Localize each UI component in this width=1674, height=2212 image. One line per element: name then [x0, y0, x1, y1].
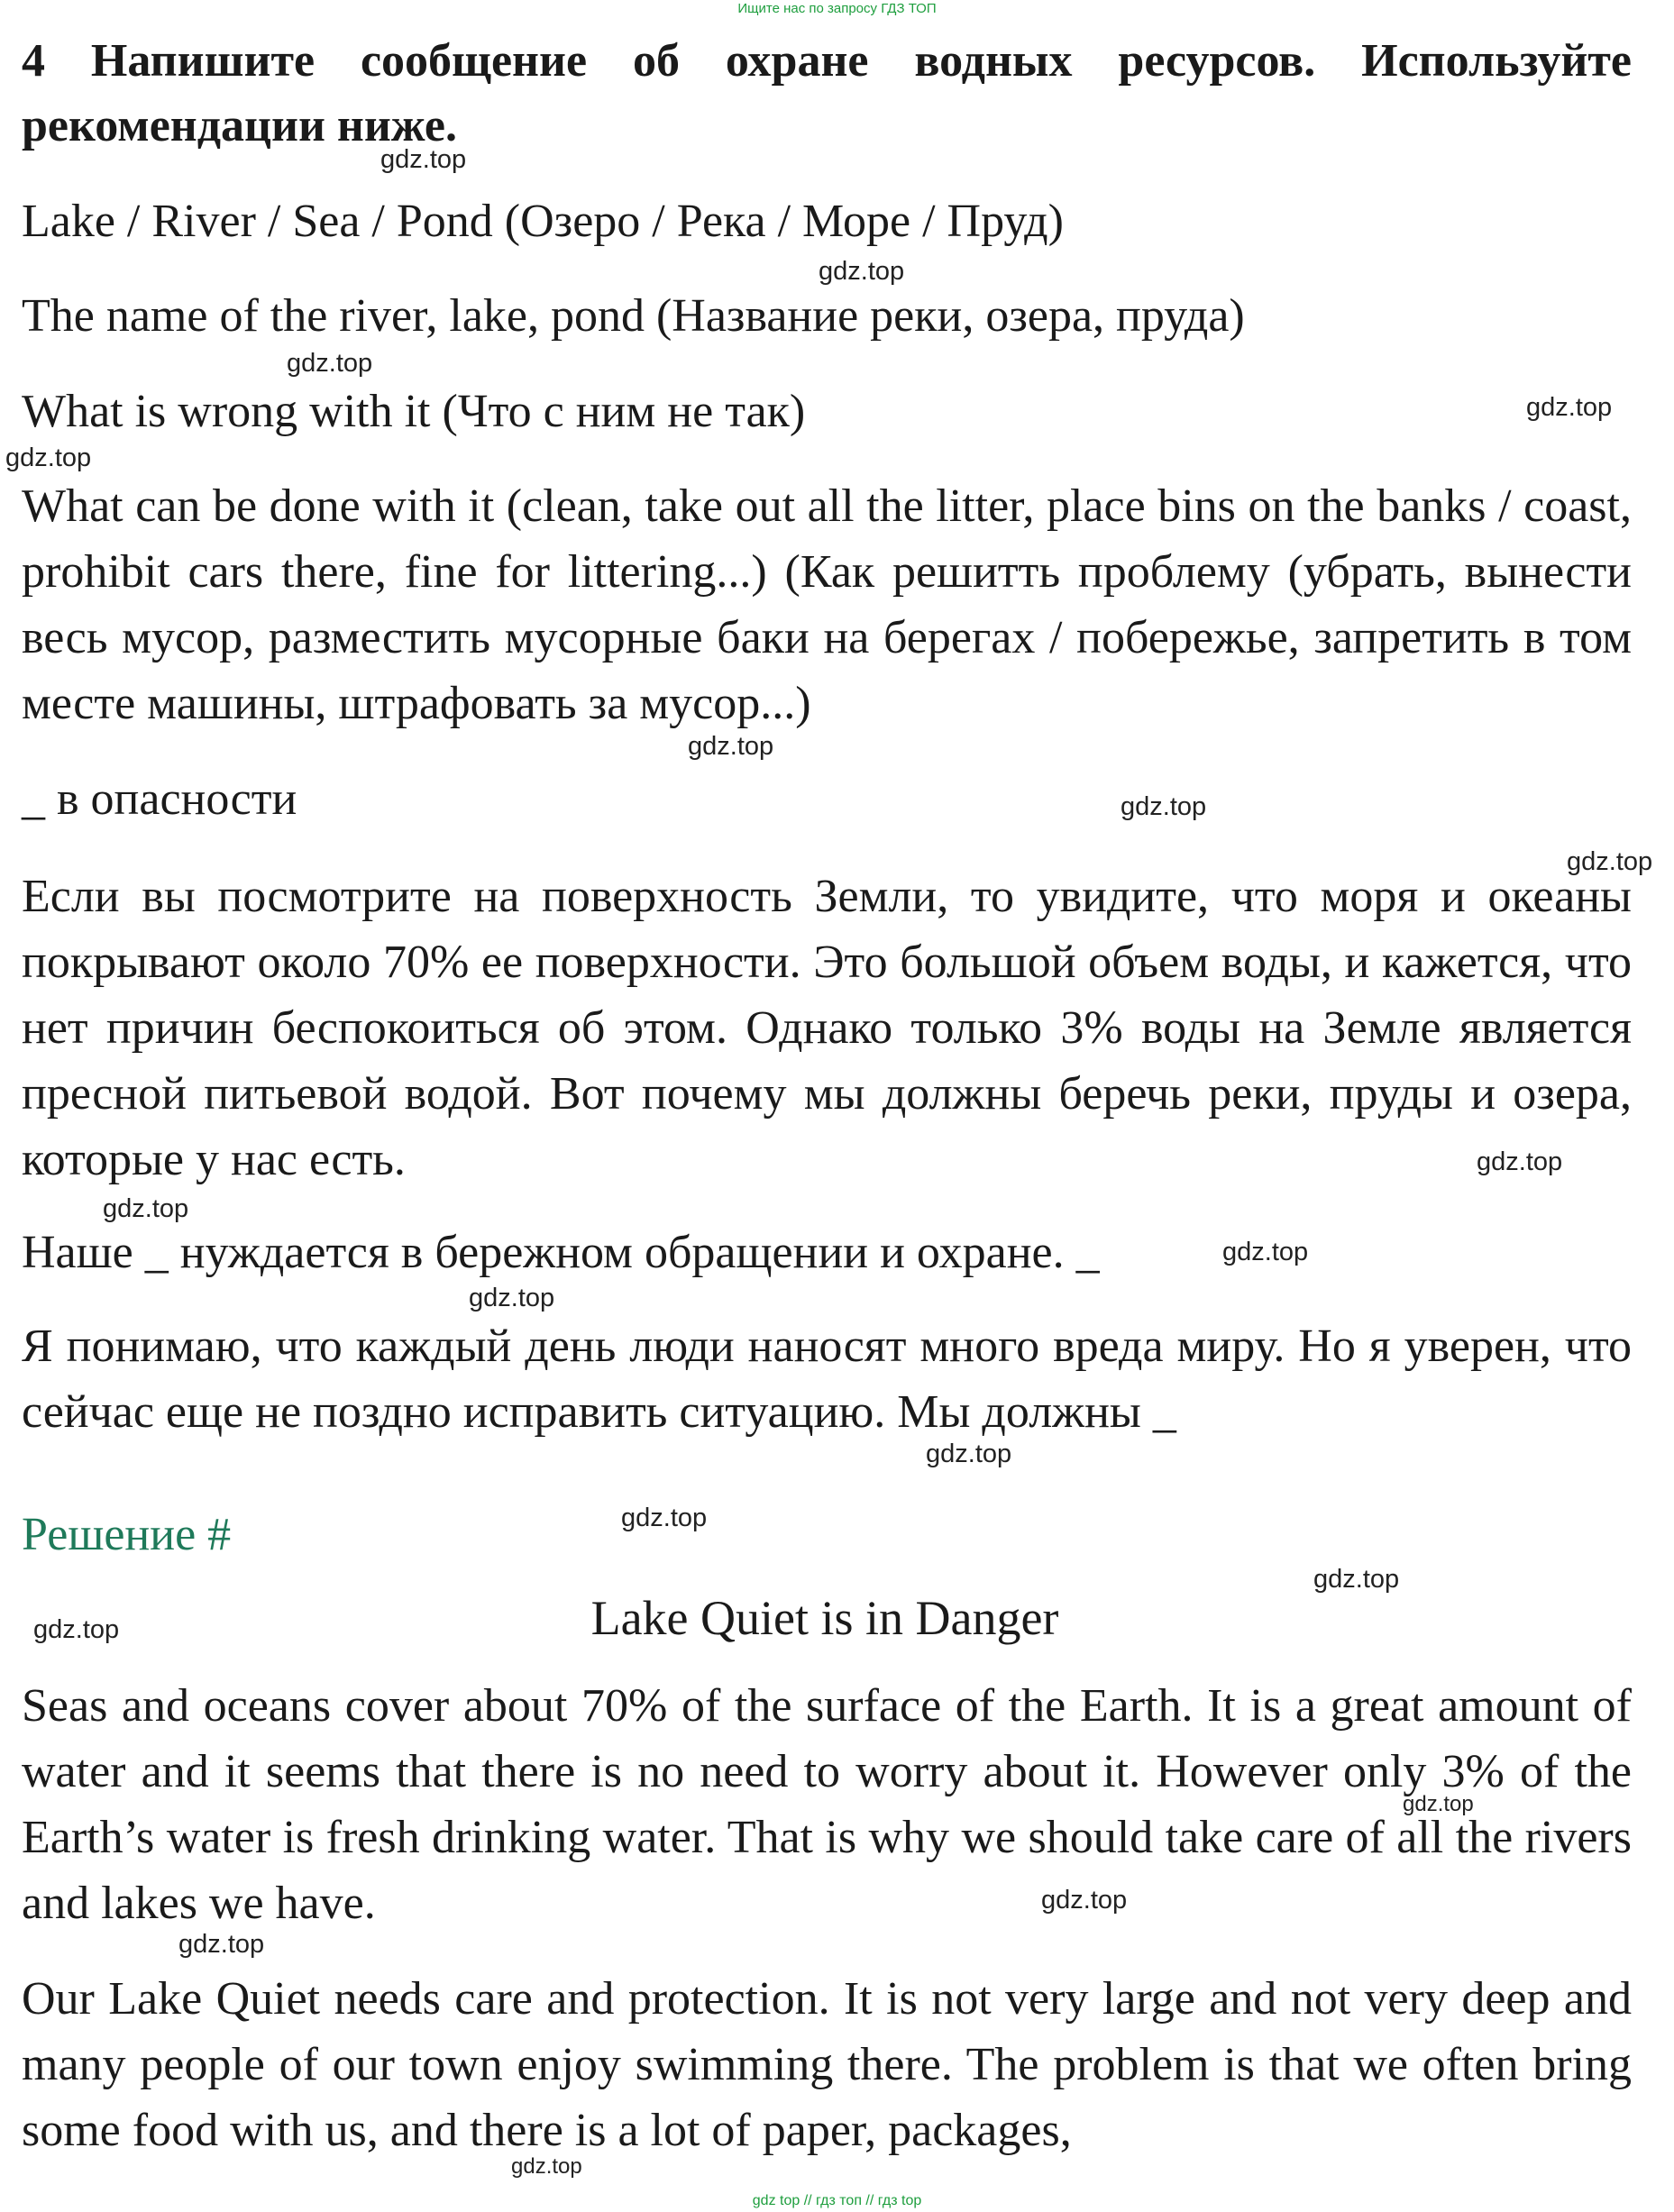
hint-line-name: The name of the river, lake, pond (Название реки, озера, пруда) [22, 290, 1245, 342]
watermark: gdz.top [926, 1440, 1012, 1468]
top-banner: Ищите нас по запросу ГДЗ ТОП [737, 1, 937, 16]
watermark: gdz.top [1526, 393, 1613, 422]
watermark: gdz.top [1403, 1792, 1474, 1816]
watermark: gdz.top [178, 1930, 265, 1959]
watermark: gdz.top [1313, 1565, 1400, 1594]
watermark: gdz.top [819, 257, 905, 286]
task-heading: 4 Напишите сообщение об охране водных ресурсов. Используйте рекомендации ниже. [22, 35, 1632, 151]
watermark: gdz.top [1121, 792, 1207, 821]
bottom-banner: gdz top // гдз топ // гдз top [752, 2193, 922, 2208]
template-paragraph-1: Если вы посмотрите на поверхность Земли, то увидите, что моря и океаны покрывают около 70% ее поверхности. Это большой объем воды, и кажется, что нет причин беспокоиться об этом. Однако только 3% воды на Земле является пресной питьевой водой. Вот почему мы должны беречь реки, пруды и озера, которые у нас есть. [22, 871, 1632, 1185]
watermark: gdz.top [380, 145, 467, 174]
watermark: gdz.top [287, 349, 373, 378]
watermark: gdz.top [1222, 1238, 1309, 1266]
hint-line-solutions: What can be done with it (clean, take out all the litter, place bins on the banks / coast, prohibit cars there, fine for littering...) (Как решитть проблему (убрать, вынести весь мусор, разместить мусорные баки на берегах / побережье, запретить в том месте машины, штрафовать за мусор...) [22, 480, 1632, 729]
watermark: gdz.top [1477, 1147, 1563, 1176]
watermark: gdz.top [5, 443, 92, 472]
watermark: gdz.top [1041, 1886, 1128, 1915]
hint-line-problem: What is wrong with it (Что с ним не так) [22, 386, 806, 437]
watermark: gdz.top [688, 732, 774, 761]
watermark: gdz.top [103, 1194, 189, 1223]
essay-title: Lake Quiet is in Danger [590, 1591, 1059, 1645]
hint-line-water-body: Lake / River / Sea / Pond (Озеро / Река / Море / Пруд) [22, 196, 1064, 247]
watermark: gdz.top [1567, 847, 1653, 876]
watermark: gdz.top [33, 1615, 120, 1644]
template-paragraph-2: Наше _ нуждается в бережном обращении и охране. _ [22, 1227, 1100, 1278]
watermark: gdz.top [621, 1504, 708, 1532]
essay-paragraph-2: Our Lake Quiet needs care and protection. It is not very large and not very deep and many people of our town enjoy swimming there. The problem is that we often bring some food with us, and there is a lot of paper, packages, [22, 1973, 1632, 2156]
essay-paragraph-1: Seas and oceans cover about 70% of the surface of the Earth. It is a great amount of water and it seems that there is no need to worry about it. However only 3% of the Earth’s water is fresh drinking water. That is why we should take care of all the rivers and lakes we have. [22, 1680, 1632, 1929]
watermark: gdz.top [469, 1284, 555, 1312]
watermark: gdz.top [511, 2154, 582, 2179]
solution-label: Решение # [22, 1509, 232, 1560]
template-title-line: _ в опасности [22, 773, 297, 825]
template-paragraph-3: Я понимаю, что каждый день люди наносят много вреда миру. Но я уверен, что сейчас еще не поздно исправить ситуацию. Мы должны _ [22, 1321, 1632, 1438]
